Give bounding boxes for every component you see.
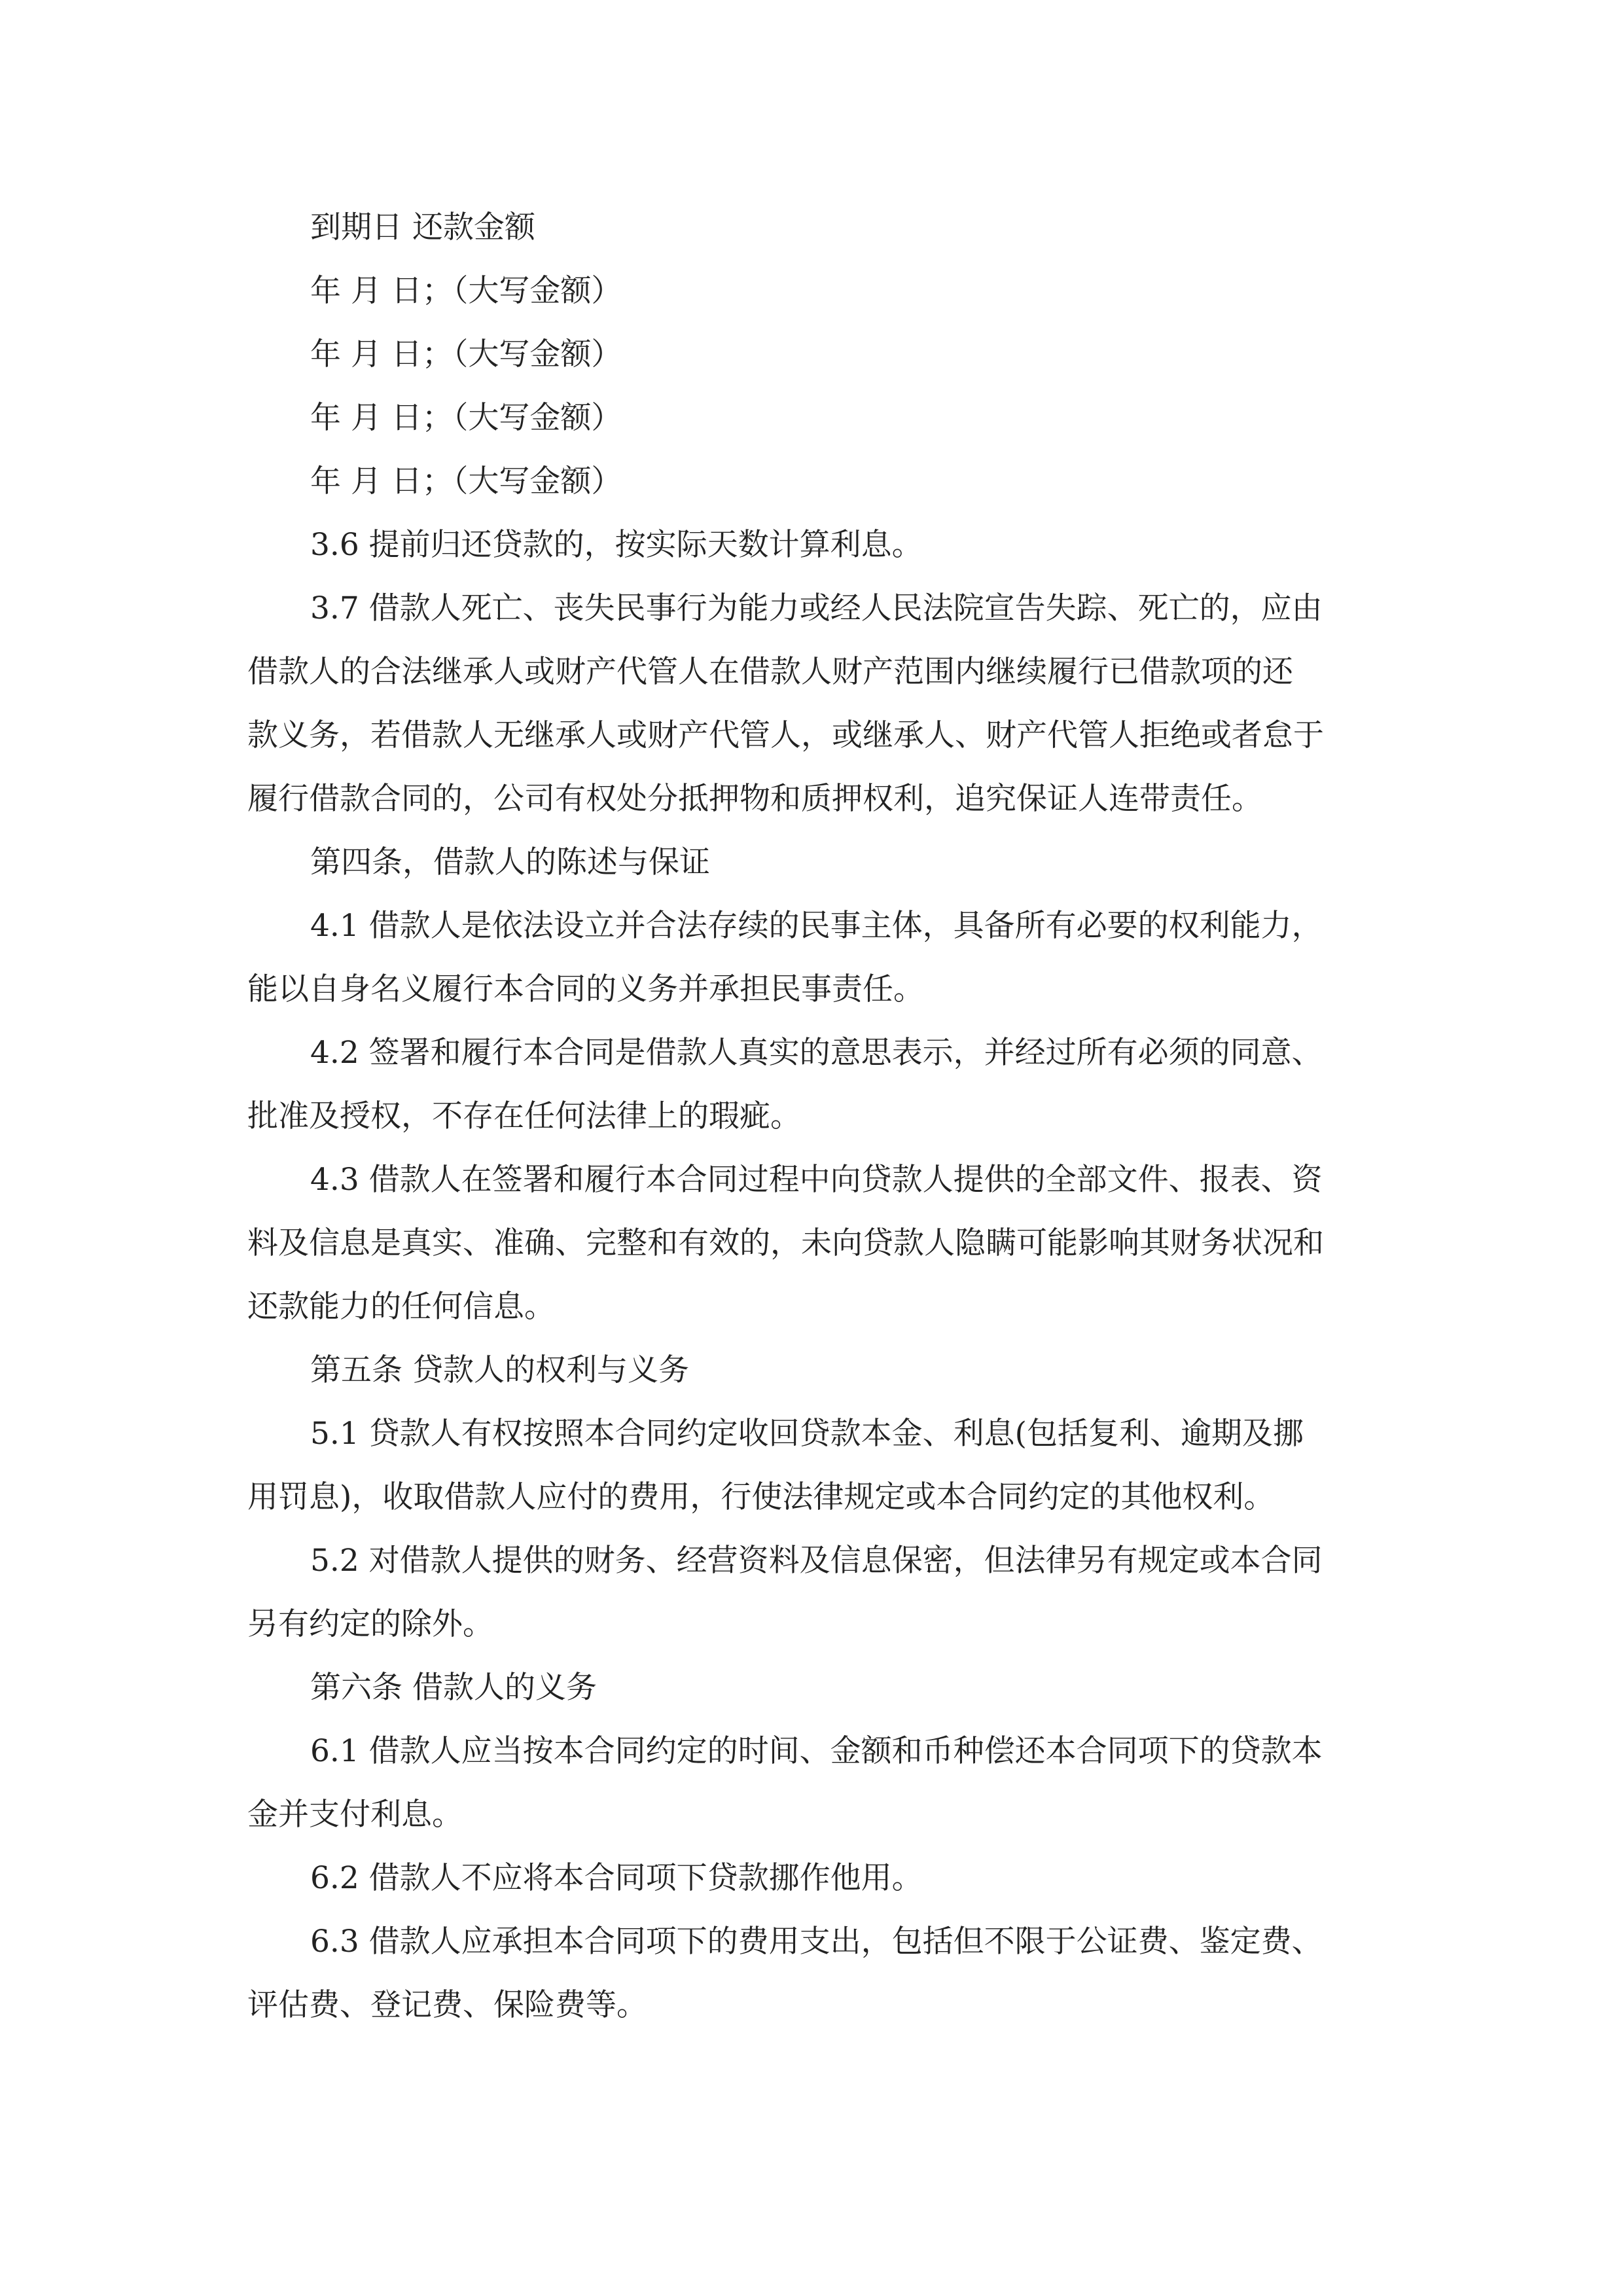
clause-4-2-line-2: 批准及授权，不存在任何法律上的瑕疵。	[247, 1098, 801, 1134]
repayment-row-4: 年 月 日；（大写金额）	[310, 463, 622, 499]
clause-6-1-line-1: 6.1 借款人应当按本合同约定的时间、金额和币种偿还本合同项下的贷款本	[310, 1733, 1323, 1769]
clause-5-1-line-2: 用罚息)，收取借款人应付的费用，行使法律规定或本合同约定的其他权利。	[247, 1479, 1275, 1515]
clause-6-3-line-1: 6.3 借款人应承担本合同项下的费用支出，包括但不限于公证费、鉴定费、	[310, 1924, 1323, 1960]
clause-5-2-line-2: 另有约定的除外。	[247, 1606, 493, 1642]
clause-5-1-line-1: 5.1 贷款人有权按照本合同约定收回贷款本金、利息(包括复利、逾期及挪	[310, 1416, 1304, 1452]
clause-4-2-line-1: 4.2 签署和履行本合同是借款人真实的意思表示，并经过所有必须的同意、	[310, 1035, 1323, 1071]
clause-6-1-line-2: 金并支付利息。	[247, 1797, 463, 1833]
clause-4-3-line-2: 料及信息是真实、准确、完整和有效的，未向贷款人隐瞒可能影响其财务状况和	[247, 1225, 1324, 1261]
clause-3-7-line-3: 款义务，若借款人无继承人或财产代管人，或继承人、财产代管人拒绝或者怠于	[247, 717, 1324, 753]
clause-3-7-line-2: 借款人的合法继承人或财产代管人在借款人财产范围内继续履行已借款项的还	[247, 654, 1293, 690]
clause-5-2-line-1: 5.2 对借款人提供的财务、经营资料及信息保密，但法律另有规定或本合同	[310, 1543, 1323, 1579]
clause-6-3-line-2: 评估费、登记费、保险费等。	[247, 1987, 647, 2023]
clause-3-7-line-1: 3.7 借款人死亡、丧失民事行为能力或经人民法院宣告失踪、死亡的，应由	[310, 590, 1323, 626]
clause-3-6: 3.6 提前归还贷款的，按实际天数计算利息。	[310, 527, 923, 563]
repayment-row-3: 年 月 日；（大写金额）	[310, 400, 622, 436]
repayment-row-1: 年 月 日；（大写金额）	[310, 273, 622, 309]
clause-6-2: 6.2 借款人不应将本合同项下贷款挪作他用。	[310, 1860, 923, 1896]
clause-4-3-line-1: 4.3 借款人在签署和履行本合同过程中向贷款人提供的全部文件、报表、资	[310, 1162, 1323, 1198]
repayment-header: 到期日 还款金额	[310, 209, 535, 245]
article-4-heading: 第四条，借款人的陈述与保证	[310, 844, 710, 880]
clause-4-3-line-3: 还款能力的任何信息。	[247, 1289, 555, 1325]
clause-3-7-line-4: 履行借款合同的，公司有权处分抵押物和质押权利，追究保证人连带责任。	[247, 781, 1262, 817]
article-5-heading: 第五条 贷款人的权利与义务	[310, 1352, 689, 1388]
clause-4-1-line-2: 能以自身名义履行本合同的义务并承担民事责任。	[247, 971, 924, 1007]
repayment-row-2: 年 月 日；（大写金额）	[310, 336, 622, 372]
article-6-heading: 第六条 借款人的义务	[310, 1670, 597, 1706]
clause-4-1-line-1: 4.1 借款人是依法设立并合法存续的民事主体，具备所有必要的权利能力，	[310, 908, 1323, 944]
